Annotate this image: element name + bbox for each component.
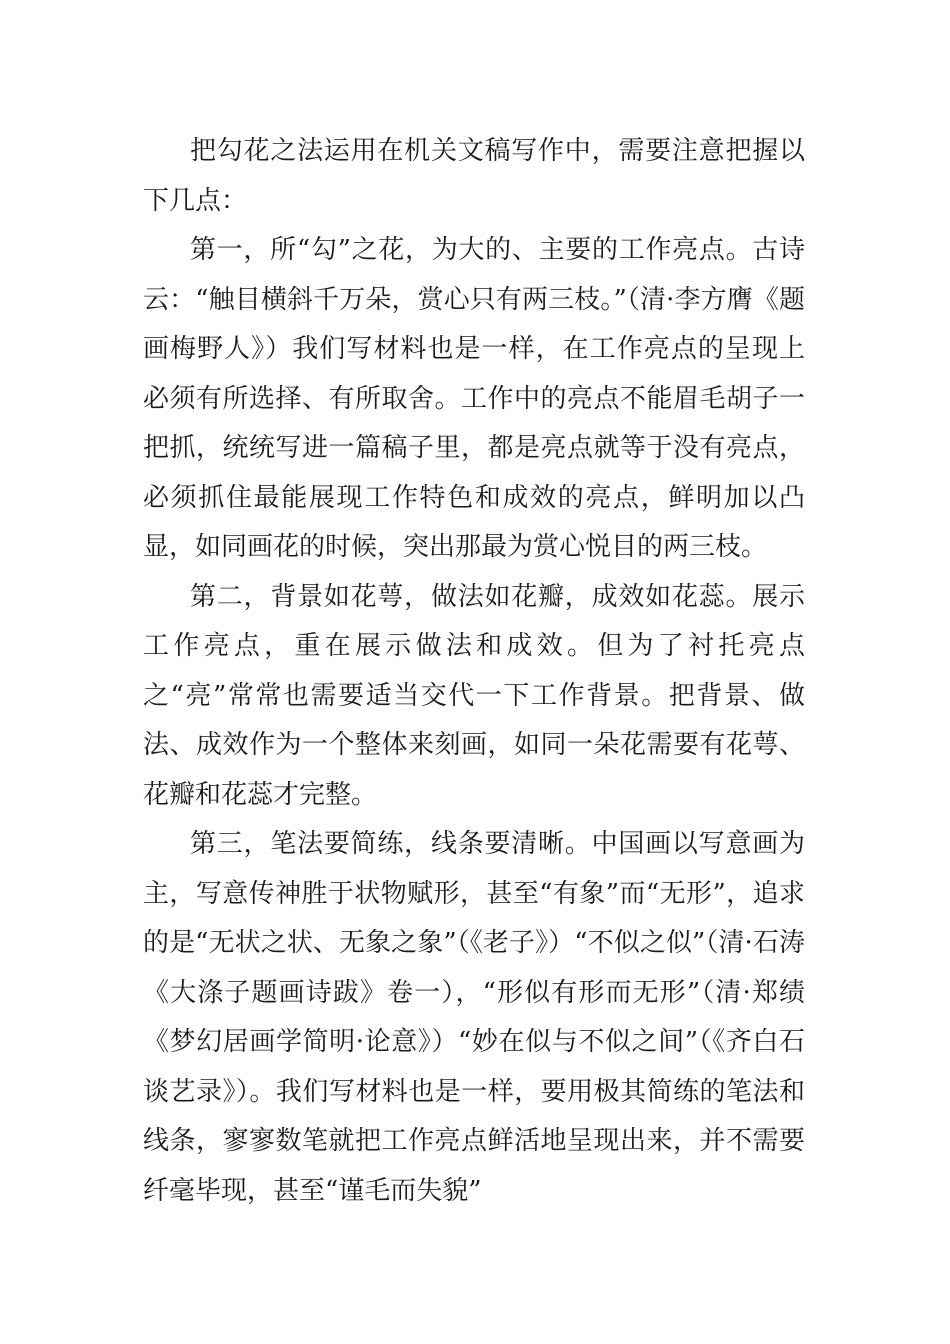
paragraph-first-point: 第一，所“勾”之花，为大的、主要的工作亮点。古诗云：“触目横斜千万朵，赏心只有两三枝。”（清·李方膺《题画梅野人》）我们写材料也是一样，在工作亮点的呈现上必须有所选择、有所取舍。工作中的亮点不能眉毛胡子一把抓，统统写进一篇稿子里，都是亮点就等于没有亮点，必须抓住最能展现工作特色和成效的亮点，鲜明加以凸显，如同画花的时候，突出那最为赏心悦目的两三枝。 [143, 235, 805, 562]
paragraph-third-point: 第三，笔法要简练，线条要清晰。中国画以写意画为主，写意传神胜于状物赋形，甚至“有象”而“无形”，追求的是“无状之状、无象之象”（《老子》）“不似之似”（清·石涛《大涤子题画诗跋》卷一），“形似有形而无形”（清·郑绩《梦幻居画学简明·论意》）“妙在似与不似之间”（《齐白石谈艺录》）。我们写材料也是一样，要用极其简练的笔法和线条，寥寥数笔就把工作亮点鲜活地呈现出来，并不需要纤毫毕现，甚至“谨毛而失貌” [143, 829, 805, 1206]
paragraph-second-point: 第二，背景如花萼，做法如花瓣，成效如花蕊。展示工作亮点，重在展示做法和成效。但为了衬托亮点之“亮”常常也需要适当交代一下工作背景。把背景、做法、成效作为一个整体来刻画，如同一朵花需要有花萼、花瓣和花蕊才完整。 [143, 581, 805, 810]
paragraph-intro: 把勾花之法运用在机关文稿写作中，需要注意把握以下几点： [143, 136, 805, 216]
document-page [143, 127, 805, 1216]
